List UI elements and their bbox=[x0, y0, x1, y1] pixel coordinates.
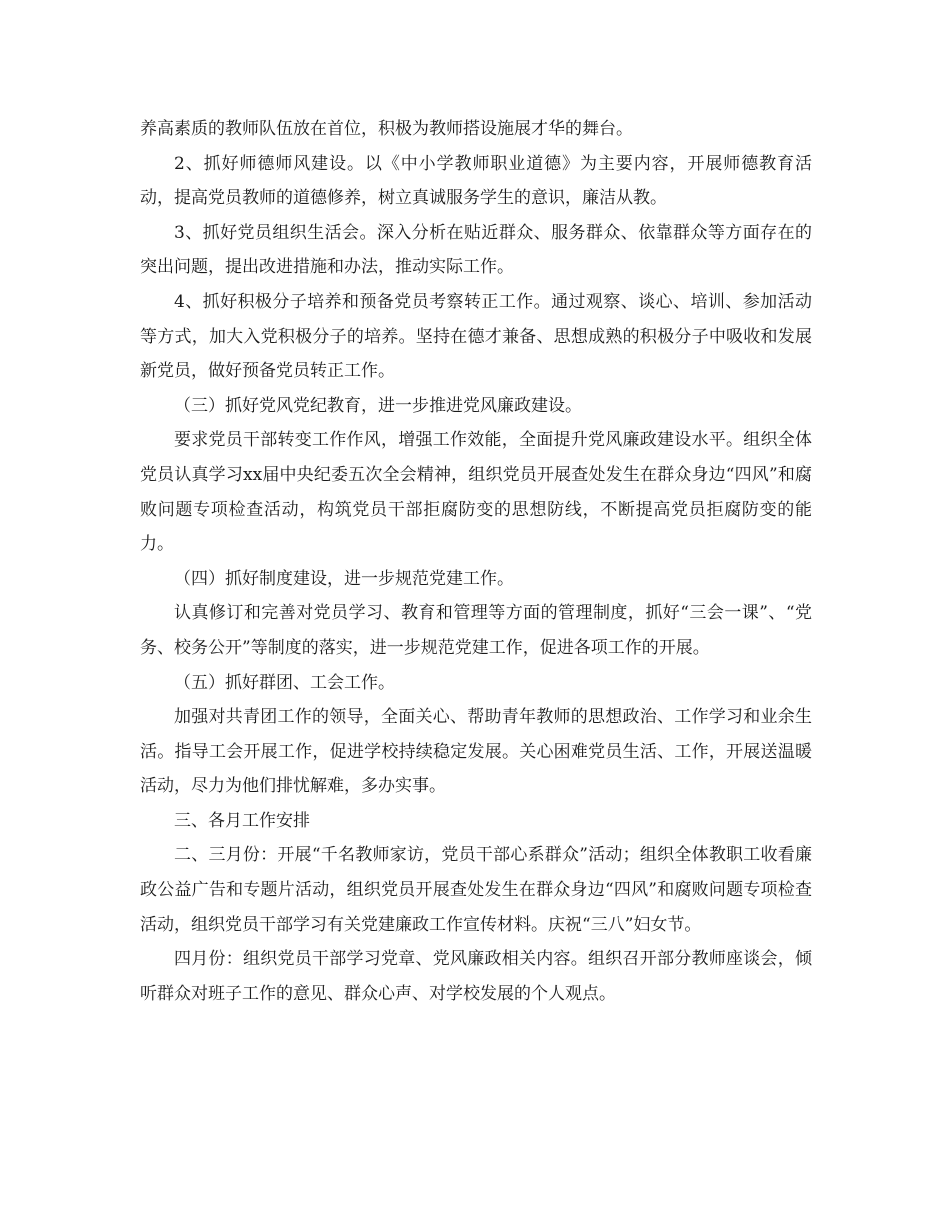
section-heading: （五）抓好群团、工会工作。 bbox=[174, 672, 395, 693]
paragraph: 认真修订和完善对党员学习、教育和管理等方面的管理制度，抓好“三会一课”、“党务、校务公开”等制度的落实，进一步规范党建工作，促进各项工作的开展。 bbox=[140, 603, 812, 658]
section-heading: （三）抓好党风党纪教育，进一步推进党风廉政建设。 bbox=[174, 395, 582, 416]
paragraph: 要求党员干部转变工作作风，增强工作效能，全面提升党风廉政建设水平。组织全体党员认真学习xx届中央纪委五次全会精神，组织党员开展查处发生在群众身边“四风”和腐败问题专项检查活动，构筑党员干部拒腐防变的思想防线，不断提高党员拒腐防变的能力。 bbox=[140, 430, 812, 555]
paragraph: 3、抓好党员组织生活会。深入分析在贴近群众、服务群众、依靠群众等方面存在的突出问题，提出改进措施和办法，推动实际工作。 bbox=[140, 222, 812, 278]
paragraph: 4、抓好积极分子培养和预备党员考察转正工作。通过观察、谈心、培训、参加活动等方式，加大入党积极分子的培养。坚持在德才兼备、思想成熟的积极分子中吸收和发展新党员，做好预备党员转正工作。 bbox=[140, 291, 812, 382]
paragraph: 养高素质的教师队伍放在首位，积极为教师搭设施展才华的舞台。 bbox=[140, 119, 633, 139]
paragraph: 二、三月份：开展“千名教师家访，党员干部心系群众”活动；组织全体教职工收看廉政公益广告和专题片活动，组织党员开展查处发生在群众身边“四风”和腐败问题专项检查活动，组织党员干部学习有关党建廉政工作宣传材料。庆祝“三八”妇女节。 bbox=[140, 845, 812, 935]
section-heading: 三、各月工作安排 bbox=[174, 810, 310, 831]
section-heading: （四）抓好制度建设，进一步规范党建工作。 bbox=[174, 568, 514, 589]
paragraph: 2、抓好师德师风建设。以《中小学教师职业道德》为主要内容，开展师德教育活动，提高党员教师的道德修养，树立真诚服务学生的意识，廉洁从教。 bbox=[140, 153, 812, 209]
paragraph: 加强对共青团工作的领导，全面关心、帮助青年教师的思想政治、工作学习和业余生活。指导工会开展工作，促进学校持续稳定发展。关心困难党员生活、工作，开展送温暖活动，尽力为他们排忧解难，多办实事。 bbox=[140, 707, 812, 797]
paragraph: 四月份：组织党员干部学习党章、党风廉政相关内容。组织召开部分教师座谈会，倾听群众对班子工作的意见、群众心声、对学校发展的个人观点。 bbox=[140, 949, 812, 1004]
document-body bbox=[140, 112, 812, 1011]
